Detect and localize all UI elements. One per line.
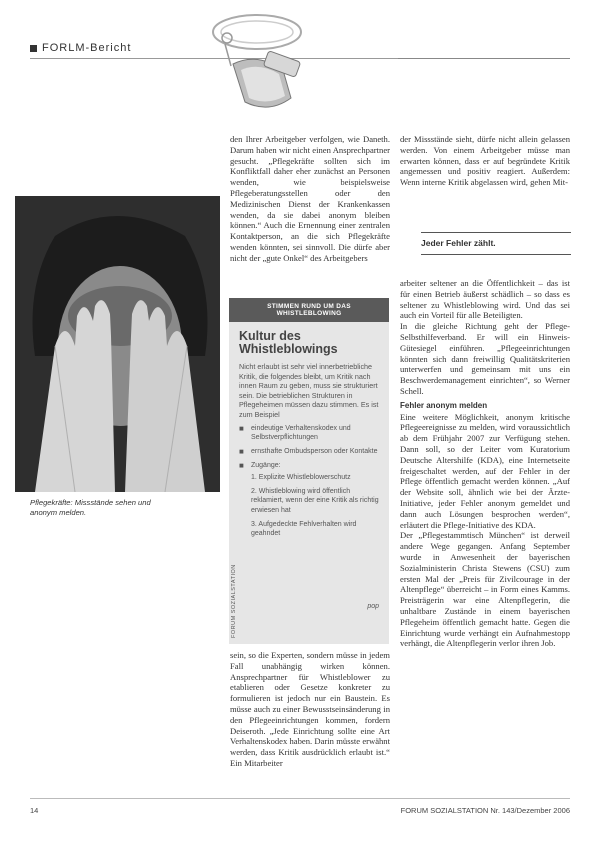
headline: Jeder Fehler zählt.: [421, 238, 496, 248]
whistle-image: [195, 4, 315, 122]
subhead: Fehler anonym melden: [400, 400, 488, 410]
right-column-top: der Missstände sieht, dürfe nicht allein gelassen werden. Von einem Arbeitgeber müsse man erwarten können, dass er auf begründete Kritik angemessen und positiv reagiert. Außerdem: Wenn interne Kritik abgelassen wird, gehen Mit-: [400, 134, 570, 188]
info-box-sublist: [251, 473, 383, 539]
bullet-icon: ■: [239, 447, 244, 457]
headline-rule-bottom: [421, 254, 571, 255]
info-box-list: [229, 424, 389, 539]
list-item: ■ Zugänge: 1. Explizite Whistleblowerschutz 2. Whistleblowing wird öffentlich reklamiert, wenn der eine Kritik als richtig erwiesen hat 3. Aufgedeckte Fehlverhalten wird geahndet: [239, 461, 383, 538]
list-item: ■ eindeutige Verhaltenskodex und Selbstverpflichtungen: [239, 423, 351, 441]
sub-list-item: 1. Explizite Whistleblowerschutz: [251, 473, 351, 481]
middle-column-bottom: sein, so die Experten, sondern müsse in jedem Fall unabhängig wirken können. Ansprechpartner für Whistleblower zu etablieren oder Gesetze konkreter zu formulieren ist jedoch nur ein Baustein. Es müsse auch zu einer Bewusstseinsänderung in den Pflegeeinrichtungen kommen, fordern Deiseroth. „Jede Einrichtung sollte eine Art Verhaltenskodex haben. Darin müsste erwähnt werden, dass Kritik ausdrücklich erlaubt ist.“ Ein Mitarbeiter: [230, 650, 390, 768]
middle-column-top: den Ihrer Arbeitgeber verfolgen, wie Daneth. Darum haben wir nicht einen Ansprechpartner gesucht. „Pflegekräfte sollten sich im Konfliktfall daher eher zunächst an Personen wenden, wie beispielsweise Pflegeberatungsstellen oder den Medizinischen Dienst der Krankenkassen wenden, da sie dabei anonym bleiben können.“ Auch die Ernennung einer zentralen Kontaktperson, an die sich Pflegekräfte wenden könnten, sei sinnvoll. Die dürfe aber nicht der „gute Onkel“ des Arbeitgebers: [230, 134, 390, 263]
photo-caption: Pflegekräfte: Missstände sehen und anonym melden.: [30, 498, 151, 517]
square-bullet-icon: [30, 45, 37, 52]
info-box-header: STIMMEN RUND UM DAS WHISTLEBLOWING: [229, 298, 389, 322]
info-box: [229, 298, 389, 644]
bullet-icon: ■: [239, 423, 244, 433]
header-rule-right: [398, 58, 570, 59]
right-column-main: arbeiter seltener an die Öffentlichkeit – das ist für einen Betrieb äußerst schädlich – so dass es seltener zu Whistleblowing wird. Und das sei auch ein Vorteil für alle Beteiligten. In die gleiche Richtung geht der Pflege-Selbsthilfeverband. Er will ein Hinweis-Gütesiegel einführen. „Pflegeeinrichtungen könnten sich dann freiwillig Qualitätskriterien unterwerfen und gemeinsam mit uns ein Beschwerdemanagement einrichten“, so Werner Schell. Fehler anonym melden Eine weitere Möglichkeit, anonym kritische Pflegeereignisse zu melden, wird voraussichtlich ab dem Frühjahr 2007 zur Verfügung stehen. Dann soll, so der Leiter vom Kuratorium Deutsche Altershilfe (KDA), eine Internetseite freigeschaltet werden, auf der Fehler in der Pflege öffentlich gemacht werden können. „Auf der Website soll, ähnlich wie bei der Ärzte-Initiative, jeder Fehler anonym gemeldet und dann auch Lösungen besprochen werden“, erläutert die Pflege-Initiative des KDA. Der „Pflegestammtisch München“ ist derweil andere Wege gegangen. Anfang September wurde in Anwesenheit der bayerischen Sozialministerin Christa Stewens (CSU) zum ersten Mal der „Preis für Zivilcourage in der Altenpflege“ überreicht – in Form eines Kamms. Preisträgerin war eine Altenpflegerin, die unhaltbare Zustände in einem bayerischen Pflegeheim öffentlich gemacht hatte. Gegen die Einrichtung wurde verhängt ein Aufnahmestopp verhängt, die Altenpflegerin verlor ihren Job.: [400, 278, 570, 649]
info-box-signature: pop: [367, 603, 379, 610]
publication-info: FORUM SOZIALSTATION Nr. 143/Dezember 2006: [400, 806, 570, 815]
section-label: FORLM-Bericht: [30, 42, 131, 54]
info-box-title: Kultur des Whistleblowings: [239, 329, 338, 356]
page-number: 14: [30, 806, 39, 815]
sub-list-item: 2. Whistleblowing wird öffentlich reklamiert, wenn der eine Kritik als richtig erwiesen hat: [251, 488, 379, 514]
headline-rule-top: [421, 232, 571, 233]
footer-rule: [30, 798, 570, 799]
hands-over-face-photo: [15, 196, 220, 492]
info-box-vertical-label: FORUM SOZIALSTATION: [231, 564, 237, 638]
sub-list-item: 3. Aufgedeckte Fehlverhalten wird geahndet: [251, 520, 357, 538]
info-box-intro: Nicht erlaubt ist sehr viel innerbetriebliche Kritik, die folgendes bleibt, um Kritik nach innen Raum zu geben, muss sie strukturiert sein. Die betrieblichen Strukturen in Pflegeheimen müssen dazu stimmen. Es ist zum Beispiel: [239, 362, 379, 419]
bullet-icon: ■: [239, 461, 244, 471]
list-item: ■ ernsthafte Ombudsperson oder Kontakte: [239, 447, 378, 457]
